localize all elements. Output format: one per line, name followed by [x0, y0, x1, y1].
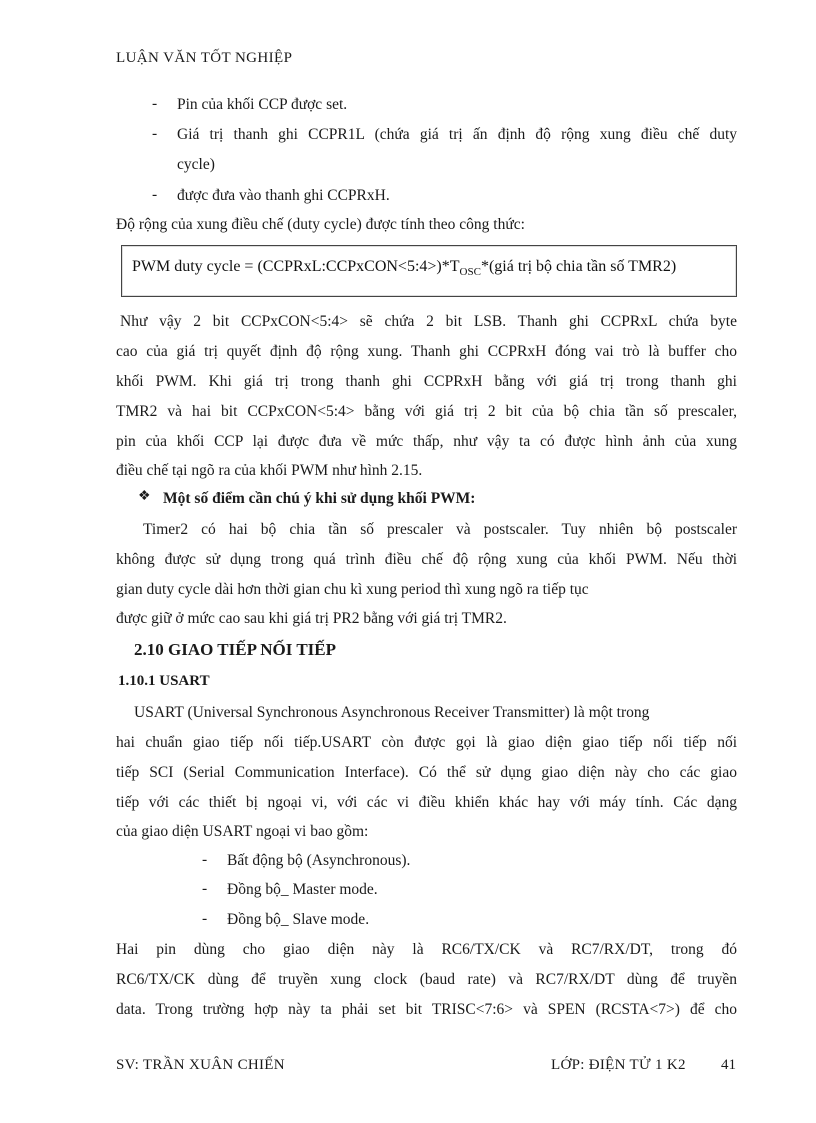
bullet-dash: -	[202, 880, 208, 897]
bullet-dash: -	[152, 186, 158, 203]
subsection-heading: 1.10.1 USART	[118, 673, 210, 689]
paragraph-line: tiếp SCI (Serial Communication Interface). Có thể sử dụng giao diện này cho các giao	[116, 764, 737, 781]
paragraph-line: điều chế tại ngõ ra của khối PWM như hình 2.15.	[116, 462, 423, 479]
paragraph-line: data. Trong trường hợp này ta phải set bit TRISC<7:6> và SPEN (RCSTA<7>) để cho	[116, 1001, 737, 1018]
section-heading: 2.10 GIAO TIẾP NỐI TIẾP	[134, 640, 337, 659]
bullet-text: Đồng bộ_ Master mode.	[227, 881, 378, 898]
formula-intro: Độ rộng của xung điều chế (duty cycle) được tính theo công thức:	[116, 216, 525, 233]
bullet-dash: -	[152, 95, 158, 112]
diamond-bullet-icon: ❖	[138, 489, 151, 504]
paragraph-line: Timer2 có hai bộ chia tần số prescaler và postscaler. Tuy nhiên bộ postscaler	[143, 521, 737, 538]
bullet-text: Đồng bộ_ Slave mode.	[227, 911, 370, 928]
paragraph-line: Hai pin dùng cho giao diện này là RC6/TX/CK và RC7/RX/DT, trong đó	[116, 941, 737, 958]
bullet-text: Bất động bộ (Asynchronous).	[227, 852, 411, 869]
paragraph-line: hai chuẩn giao tiếp nối tiếp.USART còn được gọi là giao diện giao tiếp nối tiếp nối	[116, 734, 737, 751]
paragraph-line: không được sử dụng trong quá trình điều chế độ rộng xung của khối PWM. Nếu thời	[116, 551, 737, 568]
bullet-dash: -	[152, 125, 158, 142]
paragraph-line: USART (Universal Synchronous Asynchronous Receiver Transmitter) là một trong	[134, 704, 650, 721]
footer-student: SV: TRẦN XUÂN CHIẾN	[116, 1057, 285, 1073]
paragraph-line: TMR2 và hai bit CCPxCON<5:4> bằng với giá trị 2 bit của bộ chia tần số prescaler,	[116, 403, 737, 420]
footer-class: LỚP: ĐIỆN TỬ 1 K2	[551, 1057, 686, 1073]
formula-box	[121, 245, 737, 297]
paragraph-line: tiếp với các thiết bị ngoại vi, với các vi điều khiển khác hay với máy tính. Các dạng	[116, 794, 737, 811]
bullet-text: Giá trị thanh ghi CCPR1L (chứa giá trị ấn định độ rộng xung điều chế duty	[177, 126, 737, 143]
page-header: LUẬN VĂN TỐT NGHIỆP	[116, 50, 293, 66]
bullet-text-continued: cycle)	[177, 156, 215, 173]
paragraph-line: RC6/TX/CK dùng để truyền xung clock (baud rate) và RC7/RX/DT dùng để truyền	[116, 971, 737, 988]
note-heading: Một số điểm cần chú ý khi sử dụng khối PWM:	[163, 490, 476, 507]
page-number: 41	[721, 1057, 736, 1073]
bullet-text: được đưa vào thanh ghi CCPRxH.	[177, 187, 390, 204]
paragraph-line: khối PWM. Khi giá trị trong thanh ghi CCPRxH bằng với giá trị trong thanh ghi	[116, 373, 737, 390]
paragraph-line: cao của giá trị quyết định độ rộng xung. Thanh ghi CCPRxH đóng vai trò là buffer cho	[116, 343, 737, 360]
paragraph-line: của giao diện USART ngoại vi bao gồm:	[116, 823, 369, 840]
paragraph-line: pin của khối CCP lại được đưa về mức thấp, như vậy ta có được hình ảnh của xung	[116, 433, 737, 450]
bullet-dash: -	[202, 851, 208, 868]
paragraph-line: gian duty cycle dài hơn thời gian chu kì xung period thì xung ngõ ra tiếp tục	[116, 581, 589, 598]
bullet-text: Pin của khối CCP được set.	[177, 96, 348, 113]
formula-text: PWM duty cycle = $(CCPRxL:CCPxCON<5:4>)*T_{OSC}*(giá$ trị bộ chia tần số TMR2)	[132, 258, 677, 279]
bullet-dash: -	[202, 910, 208, 927]
paragraph-line: được giữ ở mức cao sau khi giá trị PR2 bằng với giá trị TMR2.	[116, 610, 507, 627]
paragraph-line: Như vậy 2 bit CCPxCON<5:4> sẽ chứa 2 bit LSB. Thanh ghi CCPRxL chứa byte	[120, 313, 737, 330]
